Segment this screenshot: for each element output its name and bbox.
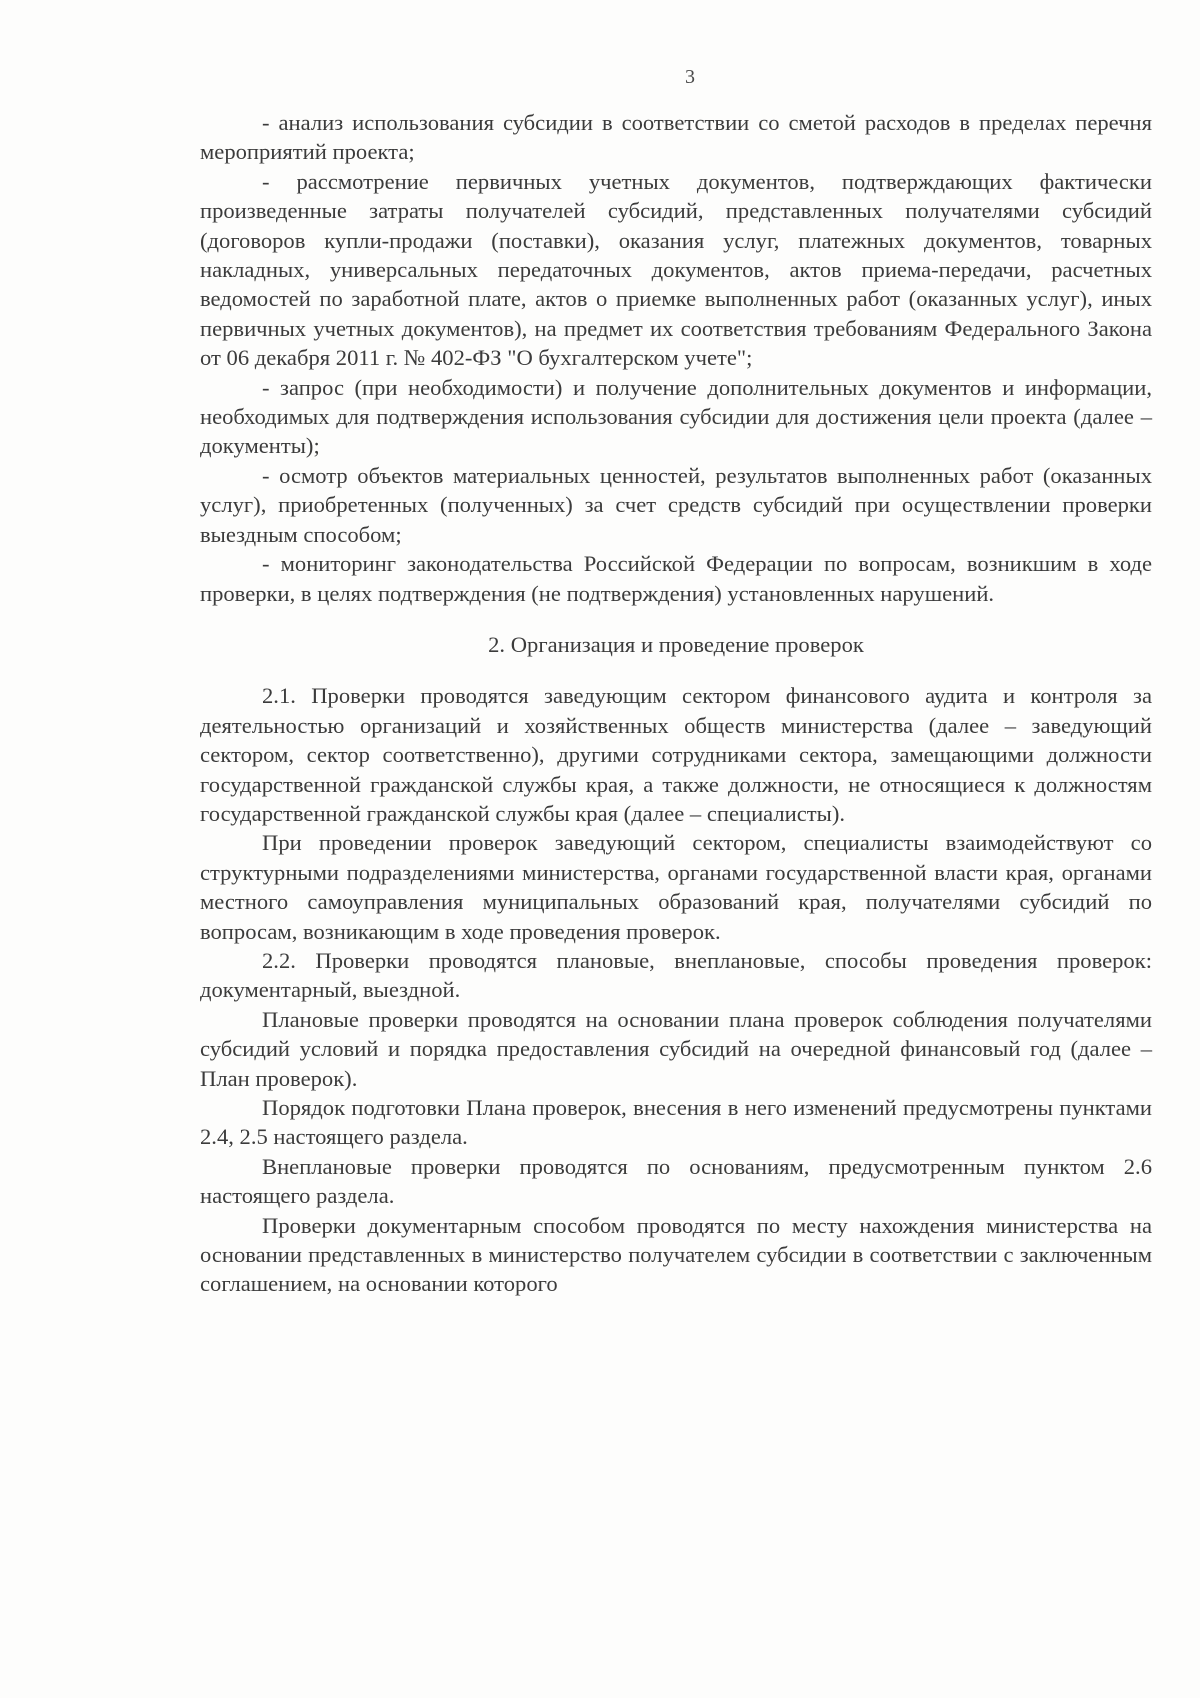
paragraph: - мониторинг законодательства Российской Федерации по вопросам, возникшим в ходе проверки, в целях подтверждения (не подтверждения) установленных нарушений. [200, 551, 1152, 606]
document-body [200, 108, 1152, 1299]
paragraph: Внеплановые проверки проводятся по основаниям, предусмотренным пунктом 2.6 настоящего раздела. [200, 1153, 1152, 1209]
paragraph: - запрос (при необходимости) и получение дополнительных документов и информации, необходимых для подтверждения использования субсидии для достижения цели проекта (далее – документы); [200, 374, 1152, 459]
paragraph: - анализ использования субсидии в соответствии со сметой расходов в пределах перечня мероприятий проекта; [200, 110, 1152, 165]
paragraph: 2.1. Проверки проводятся заведующим сектором финансового аудита и контроля за деятельностью организаций и хозяйственных обществ министерства (далее – заведующий сектором, сектор соответственно), другими сотрудниками сектора, замещающими должности государственной гражданской службы края, а также должности, не относящиеся к должностям государственной гражданской службы края (далее – специалисты). [200, 683, 1152, 826]
paragraph: 2.2. Проверки проводятся плановые, внеплановые, способы проведения проверок: документарный, выездной. [200, 947, 1152, 1003]
paragraph: При проведении проверок заведующий сектором, специалисты взаимодействуют со структурными подразделениями министерства, органами государственной власти края, органами местного самоуправления муниципальных образований края, получателями субсидий по вопросам, возникающим в ходе проведения проверок. [200, 830, 1152, 944]
paragraph: - осмотр объектов материальных ценностей, результатов выполненных работ (оказанных услуг), приобретенных (полученных) за счет средств субсидий при осуществлении проверки выездным способом; [200, 462, 1152, 547]
paragraph: Проверки документарным способом проводятся по месту нахождения министерства на основании представленных в министерство получателем субсидии в соответствии с заключенным соглашением, на основании которого [200, 1212, 1152, 1297]
section-heading: 2. Организация и проведение проверок [488, 631, 864, 657]
paragraph: - рассмотрение первичных учетных документов, подтверждающих фактически произведенные затраты получателей субсидий, представленных получателями субсидий (договоров купли-продажи (поставки), оказания услуг, платежных документов, товарных накладных, универсальных передаточных документов, актов приема-передачи, расчетных ведомостей по заработной плате, актов о приемке выполненных работ (оказанных услуг), иных первичных учетных документов), на предмет их соответствия требованиям Федерального Закона от 06 декабря 2011 г. № 402-ФЗ "О бухгалтерском учете"; [200, 168, 1152, 371]
paragraph: Плановые проверки проводятся на основании плана проверок соблюдения получателями субсидий условий и порядка предоставления субсидий на очередной финансовый год (далее – План проверок). [200, 1006, 1152, 1091]
page-number: 3 [685, 66, 695, 88]
paragraph: Порядок подготовки Плана проверок, внесения в него изменений предусмотрены пунктами 2.4, 2.5 настоящего раздела. [200, 1095, 1152, 1150]
